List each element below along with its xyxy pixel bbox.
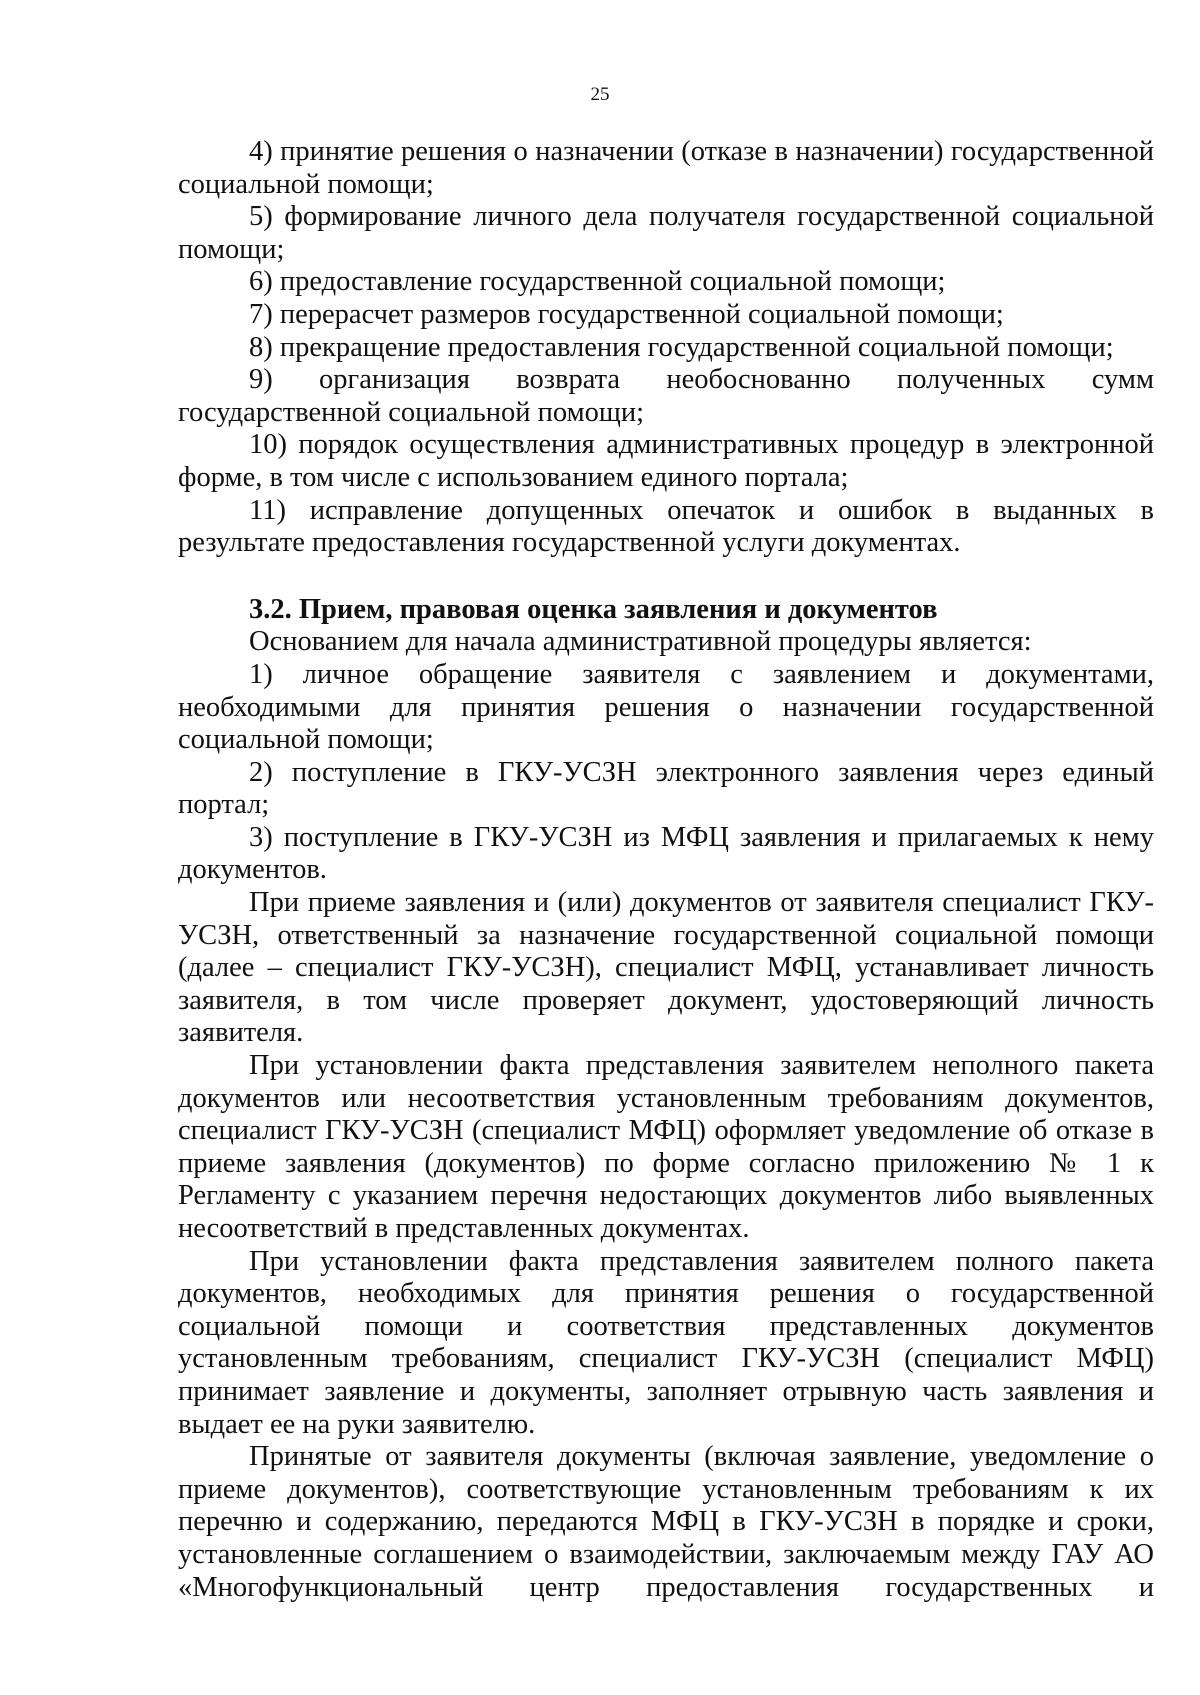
paragraph-complete-package: При установлении факта представления заявителем полного пакета документов, необходимых для принятия решения о государственной социальной помощи и соответствия представленных документов установленным требованиям, специалист ГКУ-УСЗН (специалист МФЦ) принимает заявление и документы, заполняет отрывную часть заявления и выдает ее на руки заявителю. xyxy=(178,1245,1154,1440)
paragraph-incomplete-package: При установлении факта представления заявителем неполного пакета документов или несоответствия установленным требованиям документов, специалист ГКУ-УСЗН (специалист МФЦ) оформляет уведомление об отказе в приеме заявления (документов) по форме согласно приложению № 1 к Регламенту с указанием перечня недостающих документов либо выявленных несоответствий в представленных документах. xyxy=(178,1050,1154,1244)
ground-item-2: 2) поступление в ГКУ-УСЗН электронного заявления через единый портал; xyxy=(178,756,1154,821)
list-item-9: 9) организация возврата необоснованно полученных сумм государственной социальной помощи; xyxy=(178,364,1154,428)
paragraph-identity-check: При приеме заявления и (или) документов от заявителя специалист ГКУ-УСЗН, ответственный за назначение государственной социальной помощи (далее – специалист ГКУ-УСЗН), специалист МФЦ, устанавливает личность заявителя, в том числе проверяет документ, удостоверяющий личность заявителя. xyxy=(178,887,1154,1049)
ground-item-3: 3) поступление в ГКУ-УСЗН из МФЦ заявления и прилагаемых к нему документов. xyxy=(178,821,1154,886)
list-item-6: 6) предоставление государственной социальной помощи; xyxy=(249,266,946,298)
list-item-7: 7) перерасчет размеров государственной социальной помощи; xyxy=(249,298,1004,330)
section-intro: Основанием для начала административной процедуры является: xyxy=(249,626,1032,658)
list-item-5: 5) формирование личного дела получателя государственной социальной помощи; xyxy=(178,201,1154,265)
ground-item-1: 1) личное обращение заявителя с заявлением и документами, необходимыми для принятия решения о назначении государственной социальной помощи; xyxy=(178,658,1154,756)
page-number: 25 xyxy=(590,84,610,105)
list-item-10: 10) порядок осуществления административных процедур в электронной форме, в том числе с использованием единого портала; xyxy=(178,429,1154,493)
list-item-11: 11) исправление допущенных опечаток и ошибок в выданных в результате предоставления государственной услуги документах. xyxy=(178,494,1154,559)
list-item-8: 8) прекращение предоставления государственной социальной помощи; xyxy=(249,331,1114,363)
list-item-4: 4) принятие решения о назначении (отказе в назначении) государственной социальной помощи; xyxy=(178,136,1154,200)
document-body xyxy=(178,136,1154,1604)
paragraph-document-transfer: Принятые от заявителя документы (включая заявление, уведомление о приеме документов), соответствующие установленным требованиям к их перечню и содержанию, передаются МФЦ в ГКУ-УСЗН в порядке и сроки, установленные соглашением о взаимодействии, заключаемым между ГАУ АО «Многофункциональный центр предоставления государственных и xyxy=(178,1441,1154,1603)
section-heading: 3.2. Прием, правовая оценка заявления и документов xyxy=(249,593,938,625)
